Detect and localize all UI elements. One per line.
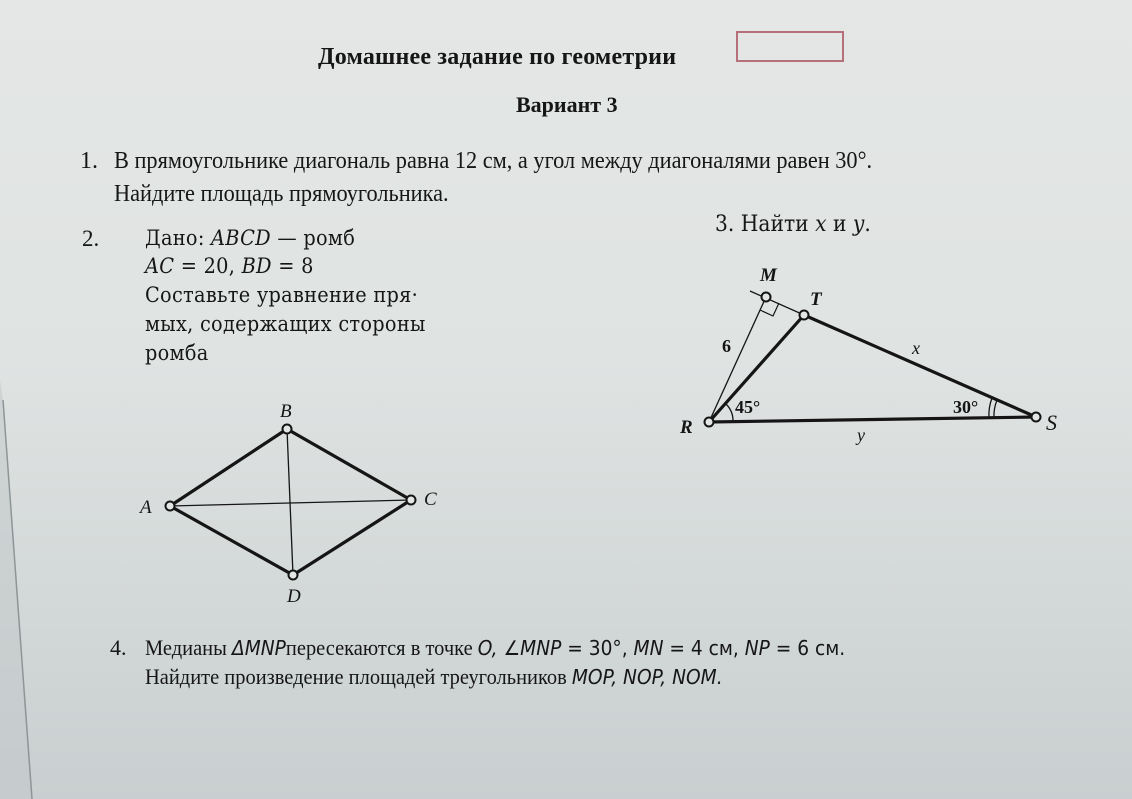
label-c: C [424, 489, 437, 510]
problem-4-text-line1 [145, 635, 845, 661]
diagonal-bd: BD [241, 254, 272, 278]
var-x: x [815, 212, 827, 237]
angle-value: = 30°, [561, 636, 634, 660]
diagonal-ac-value: = 20, [174, 254, 242, 278]
text: пересекаются в точке [285, 635, 478, 660]
side-np-value: = 6 см. [769, 636, 846, 660]
triangle-mnp: ΔMNP [231, 636, 286, 660]
label-a: A [140, 497, 152, 518]
vertex-s [1032, 413, 1041, 422]
period: . [864, 212, 871, 237]
text: Найдите произведение площадей треугольников [145, 664, 572, 689]
side-rs-label: y [857, 425, 865, 445]
label-r: R [680, 417, 693, 438]
diagonal-ac: AC [145, 254, 175, 278]
variant-label: Вариант 3 [516, 92, 618, 117]
angle-r-label: 45° [735, 397, 761, 417]
given-label: Дано: [145, 226, 212, 250]
var-y: y [852, 212, 865, 237]
point-o-angle: O, ∠MNP [477, 636, 562, 660]
side-np: NP [744, 636, 770, 660]
problem-1-number: 1. [80, 148, 98, 174]
problem-3-number: 3. [715, 212, 735, 237]
triangles-list: MOP, NOP, NOM. [571, 665, 723, 689]
label-b: B [280, 401, 292, 422]
problem-2-task-line2: мых, содержащих стороны [145, 312, 426, 336]
vertex-m [762, 293, 771, 302]
label-d: D [287, 586, 301, 607]
text: Медианы [145, 635, 232, 660]
side-ts-label: x [912, 338, 920, 358]
vertex-t [800, 311, 809, 320]
problem-4-text-line2 [145, 664, 723, 690]
label-s: S [1046, 410, 1057, 435]
problem-3-prefix: Найти [740, 212, 816, 237]
side-mn-value: = 4 см, [663, 636, 745, 660]
label-m: M [760, 265, 777, 286]
problem-2-task-line1: Составьте уравнение пря· [145, 283, 419, 307]
problem-2-task-line3: ромба [145, 341, 209, 365]
figure-type: — ромб [270, 226, 356, 250]
side-rm-label: 6 [722, 336, 731, 356]
angle-s-label: 30° [953, 397, 979, 417]
page-title: Домашнее задание по геометрии [318, 44, 677, 70]
problem-1-text-line1: В прямоугольнике диагональ равна 12 см, а угол между диагоналями равен 30°. [114, 148, 873, 174]
problem-2-number: 2. [82, 226, 100, 251]
diagonal-bd-value: = 8 [271, 254, 314, 278]
vertex-r [705, 418, 714, 427]
problem-1-text-line2: Найдите площадь прямоугольника. [114, 181, 449, 207]
conj: и [826, 212, 853, 237]
label-t: T [810, 289, 822, 310]
problem-4-number: 4. [110, 635, 127, 660]
figure-name: ABCD [211, 226, 271, 250]
side-mn: MN [633, 636, 664, 660]
